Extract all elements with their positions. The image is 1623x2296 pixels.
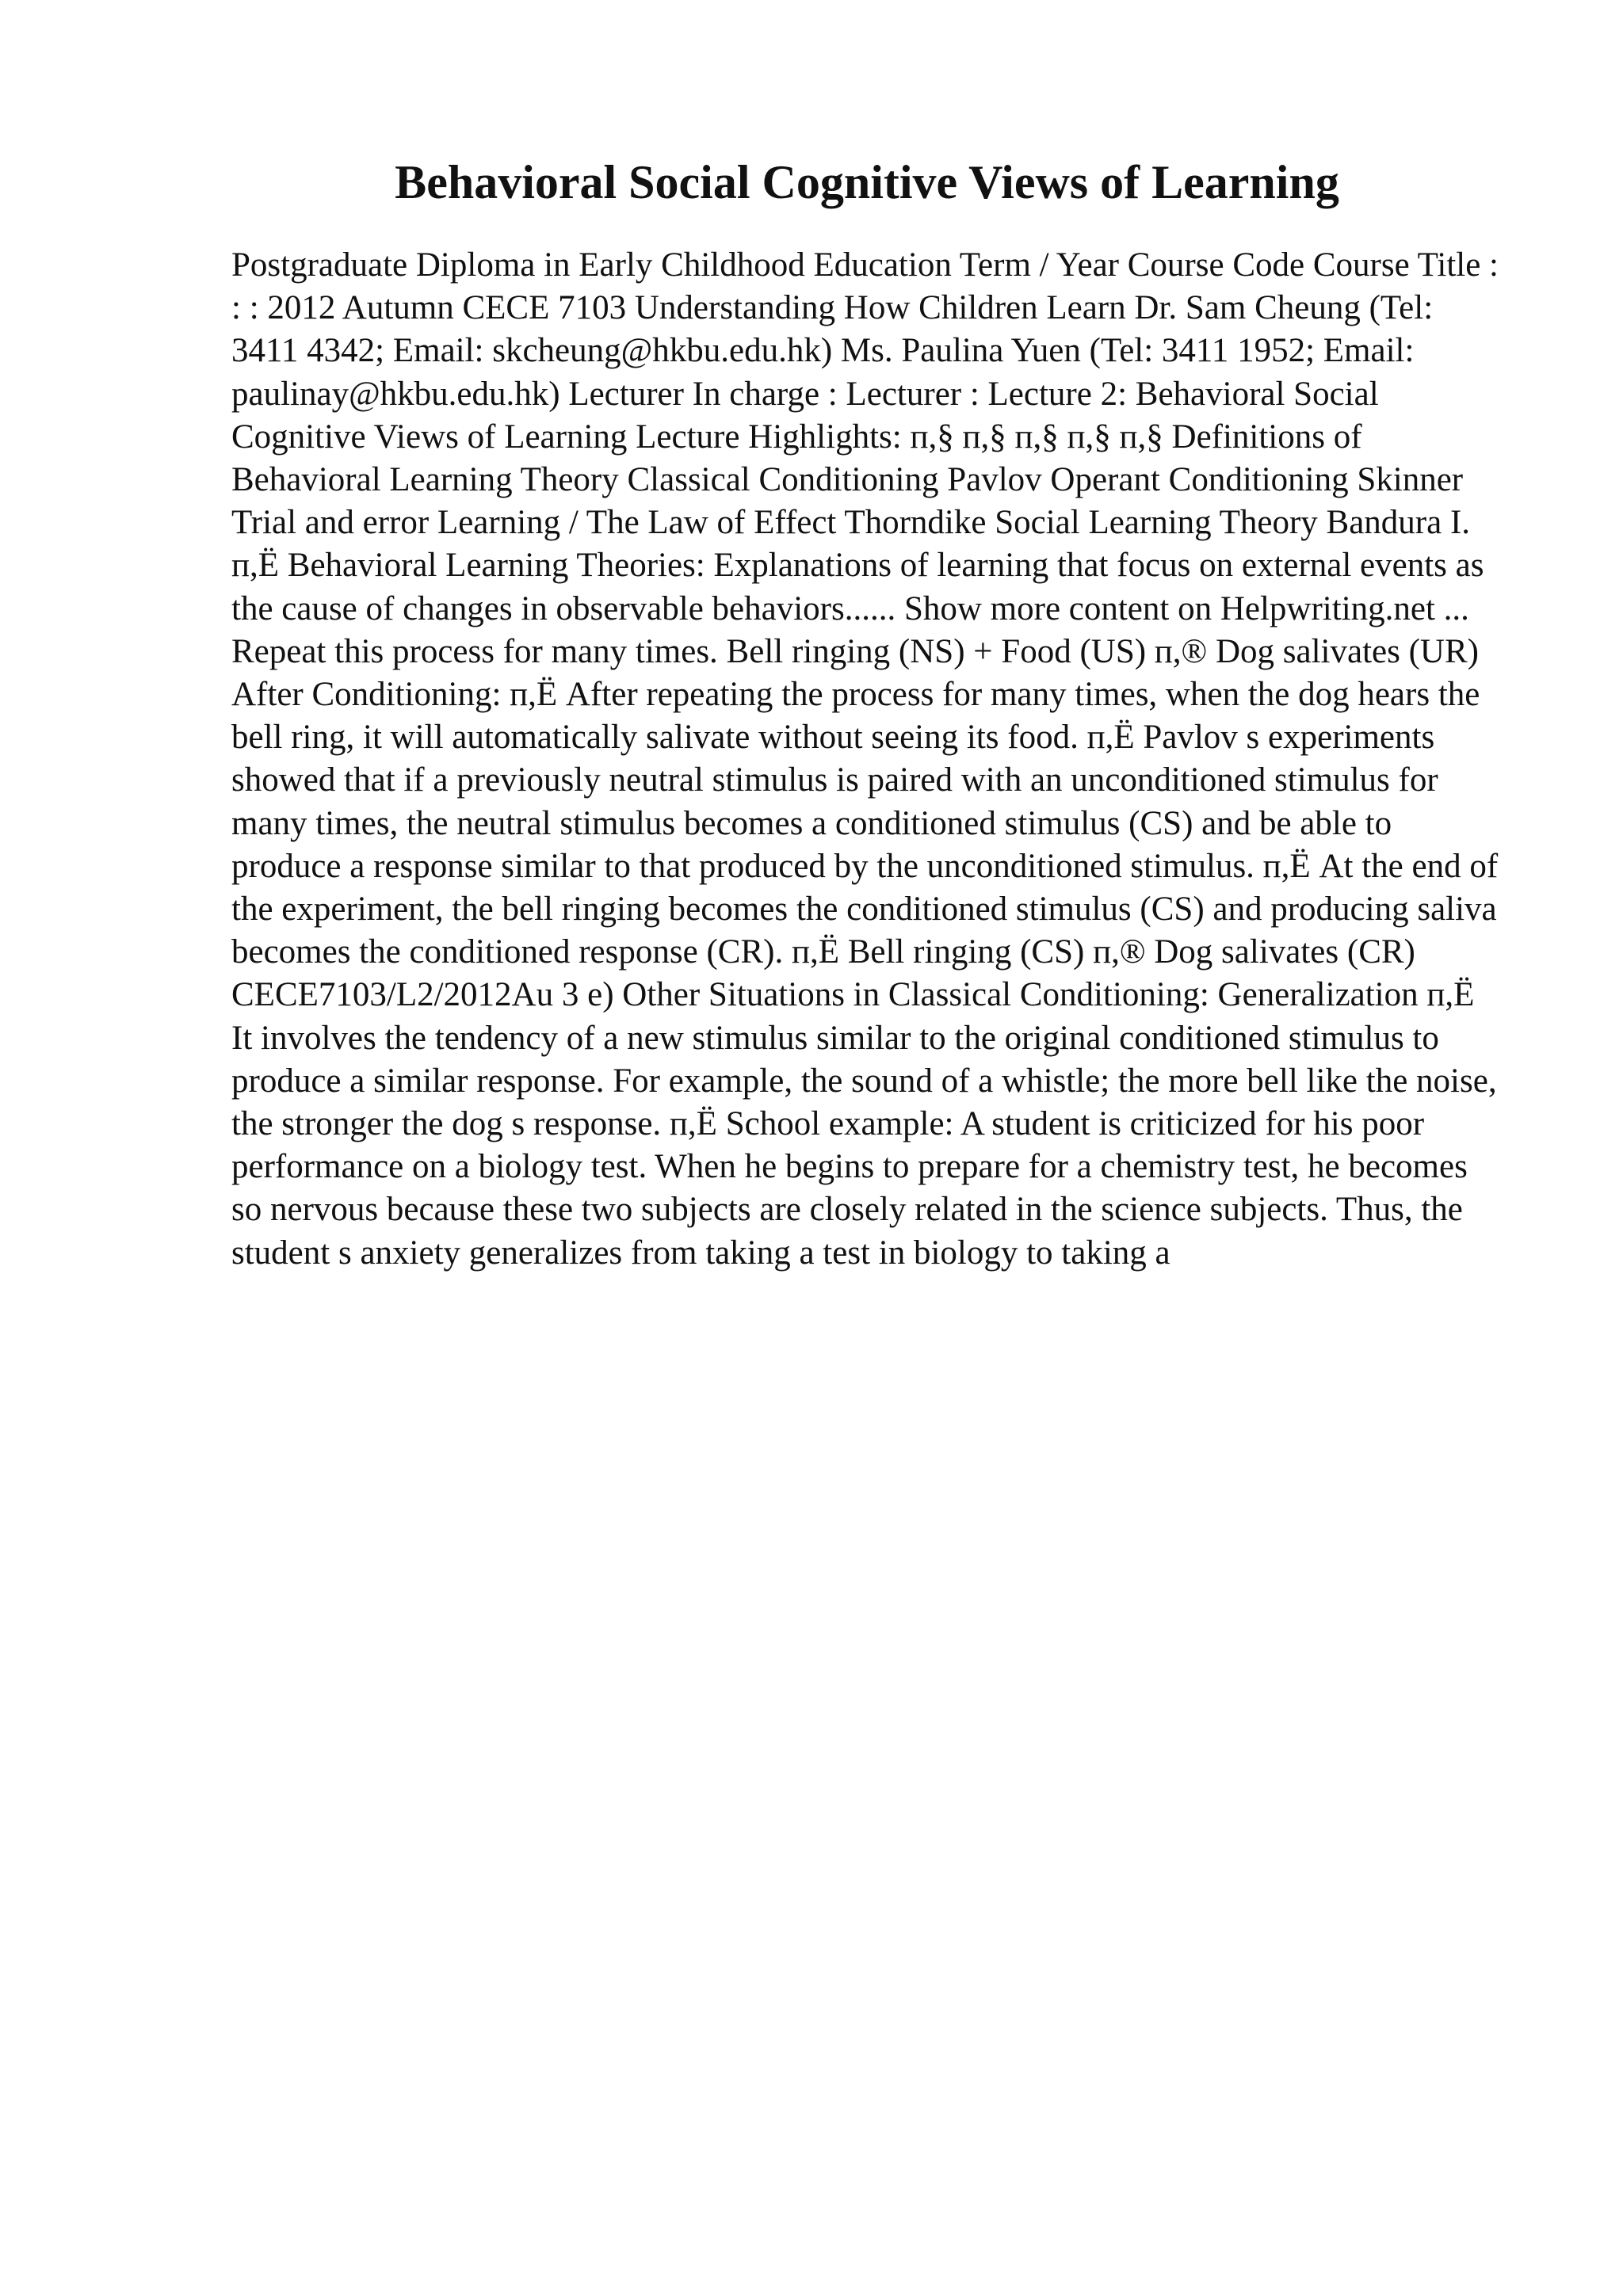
document-title: Behavioral Social Cognitive Views of Learning (395, 156, 1339, 208)
document-body (231, 244, 1499, 1275)
paragraph-conditioning: Repeat this process for many times. Bell ringing (NS) + Food (US) п,® Dog salivates (UR) After Conditioning: п,Ё After repeating the process for many times, when the dog hears the bell ring, it will automatically salivate without seeing its food. п,Ё Pavlov s experiments showed that if a previously neutral stimulus is paired with an unconditioned stimulus for many times, the neutral stimulus becomes a conditioned stimulus (CS) and be able to produce a response similar to that produced by the unconditioned stimulus. п,Ё At the end of the experiment, the bell ringing becomes the conditioned stimulus (CS) and producing saliva becomes the conditioned response (CR). п,Ё Bell ringing (CS) п,® Dog salivates (CR) CECE7103/L2/2012Au 3 e) Other Situations in Classical Conditioning: Generalization п,Ё It involves the tendency of a new stimulus similar to the original conditioned stimulus to produce a similar response. For example, the sound of a whistle; the more bell like the noise, the stronger the dog s response. п,Ё School example: A student is criticized for his poor performance on a biology test. When he begins to prepare for a chemistry test, he becomes so nervous because these two subjects are closely related in the science subjects. Thus, the student s anxiety generalizes from taking a test in biology to taking a (231, 632, 1499, 1272)
paragraph-intro: Postgraduate Diploma in Early Childhood Education Term / Year Course Code Course Title : : : 2012 Autumn CECE 7103 Understanding How Children Learn Dr. Sam Cheung (Tel: 3411 4342; Email: skcheung@hkbu.edu.hk) Ms. Paulina Yuen (Tel: 3411 1952; Email: paulinay@hkbu.edu.hk) Lecturer In charge : Lecturer : Lecture 2: Behavioral Social Cognitive Views of Learning Lecture Highlights: п,§ п,§ п,§ п,§ п,§ Definitions of Behavioral Learning Theory Classical Conditioning Pavlov Operant Conditioning Skinner Trial and error Learning / The Law of Effect Thorndike Social Learning Theory Bandura I. п,Ё Behavioral Learning Theories: Explanations of learning that focus on external events as the cause of changes in observable behaviors...... Show more content on Helpwriting.net ... (231, 246, 1499, 627)
